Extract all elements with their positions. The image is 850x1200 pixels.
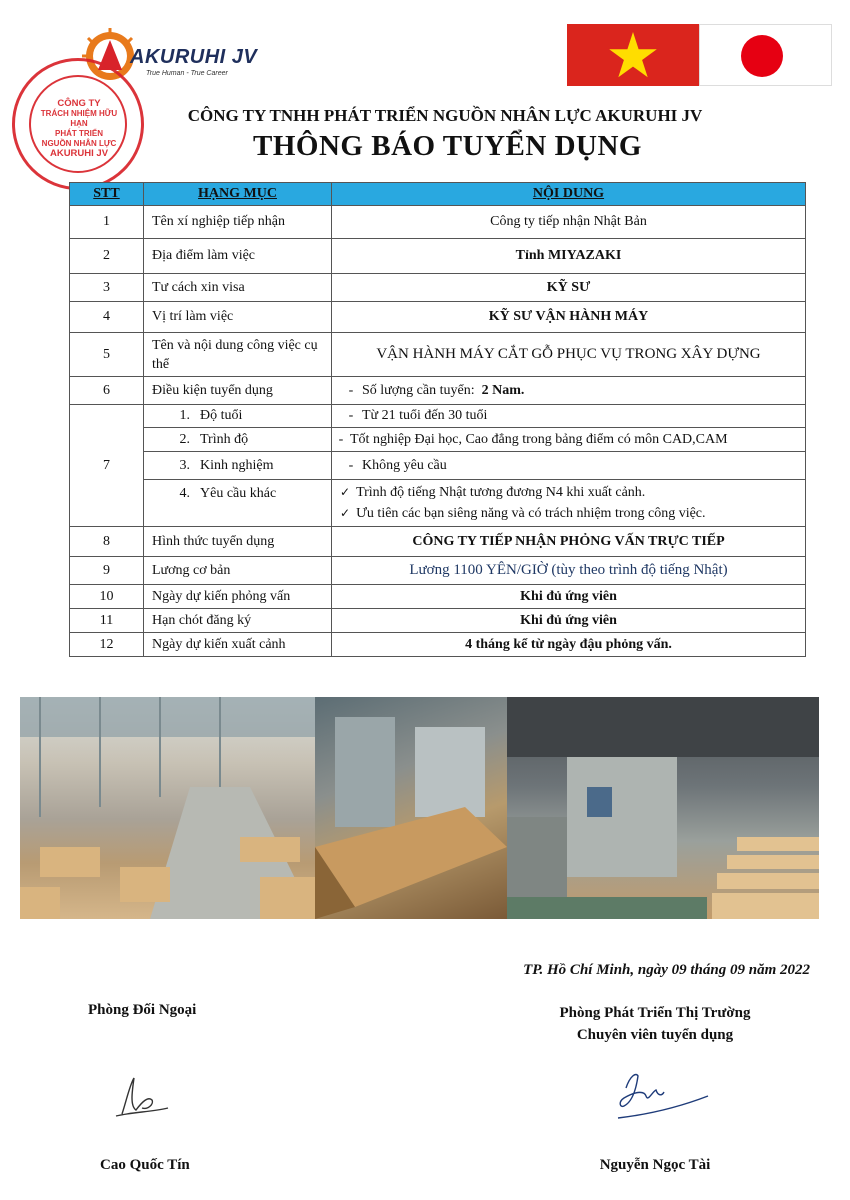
row-item: Ngày dự kiến xuất cảnh [144, 633, 332, 657]
subitem [144, 480, 332, 527]
subitem-label: Yêu cầu khác [200, 486, 277, 501]
row-content: - Tốt nghiệp Đại học, Cao đẳng trong bảng điểm có môn CAD,CAM [332, 428, 806, 452]
subitem-label: Kinh nghiệm [200, 457, 274, 473]
row-number: 12 [70, 633, 144, 657]
right-department [520, 1002, 790, 1046]
row-item: Điều kiện tuyển dụng [144, 377, 332, 405]
photo-strip [20, 697, 819, 919]
row-content: Khi đủ ứng viên [332, 585, 806, 609]
checkmark-icon: ✓ [340, 506, 351, 520]
row-number: 10 [70, 585, 144, 609]
subitem-content: Không yêu cầu [362, 457, 447, 473]
row-content: Lương 1100 YÊN/GIỜ (tùy theo trình độ tiếng Nhật) [332, 557, 806, 585]
subitem-content: Trình độ tiếng Nhật tương đương N4 khi xuất cảnh. [356, 485, 646, 500]
right-signer-name: Nguyễn Ngọc Tài [599, 1157, 711, 1173]
table-row [70, 302, 806, 333]
stamp-line: NGUỒN NHÂN LỰC [41, 139, 117, 148]
row-content: - Từ 21 tuổi đến 30 tuổi [332, 405, 806, 428]
row-content: Tỉnh MIYAZAKI [332, 239, 806, 274]
row-number: 5 [70, 333, 144, 377]
left-department: Phòng Đối Ngoại [88, 1002, 197, 1018]
subitem-content: Từ 21 tuổi đến 30 tuổi [362, 408, 488, 423]
row-item: Ngày dự kiến phỏng vấn [144, 585, 332, 609]
table-row [70, 428, 806, 452]
brand-name: AKURUHI JV [130, 46, 258, 68]
left-signature [112, 1072, 172, 1122]
row-number: 1 [70, 206, 144, 239]
subitem-label: Trình độ [200, 431, 249, 447]
row-content: - Không yêu cầu [332, 452, 806, 480]
row-number: 3 [70, 274, 144, 302]
table-row [70, 557, 806, 585]
row-content: VẬN HÀNH MÁY CẮT GỖ PHỤC VỤ TRONG XÂY DỰNG [332, 333, 806, 377]
row-number: 4 [70, 302, 144, 333]
stamp-line: AKURUHI JV [49, 148, 109, 159]
row-content: Khi đủ ứng viên [332, 609, 806, 633]
quantity-value: 2 Nam. [481, 382, 525, 398]
table-row [70, 239, 806, 274]
company-name: CÔNG TY TNHH PHÁT TRIỂN NGUỒN NHÂN LỰC AKURUHI JV [187, 106, 703, 125]
table-row [70, 527, 806, 557]
row-item: Hạn chót đăng ký [144, 609, 332, 633]
factory-floor-photo [20, 697, 315, 919]
row-item: Lương cơ bản [144, 557, 332, 585]
row-item: Tư cách xin visa [144, 274, 332, 302]
row-item: Tên xí nghiệp tiếp nhận [144, 206, 332, 239]
subitem-content: Ưu tiên các bạn siêng năng và có trách nhiệm trong công việc. [356, 506, 706, 521]
row-number: 11 [70, 609, 144, 633]
row-content [332, 480, 806, 527]
company-logo-area [10, 20, 280, 190]
subitem [144, 405, 332, 428]
row-number: 8 [70, 527, 144, 557]
brand-tagline: True Human - True Career [146, 70, 228, 77]
table-row [70, 206, 806, 239]
subitem-label: Độ tuổi [200, 408, 243, 423]
place-and-date: TP. Hồ Chí Minh, ngày 09 tháng 09 năm 2022 [523, 962, 810, 978]
stamp-line: TRÁCH NHIỆM HỮU HẠN [40, 109, 118, 128]
vietnam-flag-icon [567, 24, 699, 86]
table-header-row [70, 183, 806, 206]
recruitment-table [69, 182, 806, 657]
row-content: CÔNG TY TIẾP NHẬN PHỎNG VẤN TRỰC TIẾP [332, 527, 806, 557]
row-number: 6 [70, 377, 144, 405]
table-row [70, 333, 806, 377]
subitem-number: 4. [179, 486, 190, 501]
subitem-content: Tốt nghiệp Đại học, Cao đẳng trong bảng điểm có môn CAD,CAM [350, 431, 728, 447]
stamp-line: PHÁT TRIỂN [55, 129, 103, 138]
row-number: 9 [70, 557, 144, 585]
table-row [70, 274, 806, 302]
subitem-number: 2. [179, 431, 190, 447]
right-signature [612, 1066, 712, 1126]
wood-processing-line-photo [507, 697, 819, 919]
subitem [144, 452, 332, 480]
subitem-number: 1. [179, 408, 190, 423]
row-content: 4 tháng kể từ ngày đậu phỏng vấn. [332, 633, 806, 657]
row-item: Hình thức tuyển dụng [144, 527, 332, 557]
header-content: NỘI DUNG [532, 186, 605, 201]
left-signer-name: Cao Quốc Tín [100, 1157, 190, 1173]
table-row [70, 405, 806, 428]
right-department-line2: Chuyên viên tuyển dụng [576, 1027, 734, 1043]
flags [567, 24, 832, 86]
row-item: Địa điểm làm việc [144, 239, 332, 274]
table-row [70, 377, 806, 405]
right-department-line1: Phòng Phát Triển Thị Trường [559, 1005, 751, 1021]
header-stt: STT [93, 186, 120, 201]
row-item: Vị trí làm việc [144, 302, 332, 333]
japan-flag-icon [699, 24, 832, 86]
checkmark-icon: ✓ [340, 485, 351, 499]
wood-cutting-machine-photo [315, 697, 507, 919]
subitem [144, 428, 332, 452]
table-row [70, 633, 806, 657]
page-title: THÔNG BÁO TUYỂN DỤNG [253, 130, 642, 162]
row-item: Tên và nội dung công việc cụ thể [144, 333, 332, 377]
table-row [70, 452, 806, 480]
header-item: HẠNG MỤC [198, 186, 277, 201]
row-number: 2 [70, 239, 144, 274]
table-row [70, 609, 806, 633]
table-row [70, 480, 806, 527]
subitem-number: 3. [179, 457, 190, 473]
quantity-label: Số lượng cần tuyển: [362, 382, 475, 398]
row-content: Công ty tiếp nhận Nhật Bản [332, 206, 806, 239]
row-content: KỸ SƯ VẬN HÀNH MÁY [332, 302, 806, 333]
stamp-line: CÔNG TY [57, 98, 101, 109]
row-content: KỸ SƯ [332, 274, 806, 302]
row-content: - Số lượng cần tuyển: 2 Nam. [332, 377, 806, 405]
row-number: 7 [70, 405, 144, 527]
table-row [70, 585, 806, 609]
